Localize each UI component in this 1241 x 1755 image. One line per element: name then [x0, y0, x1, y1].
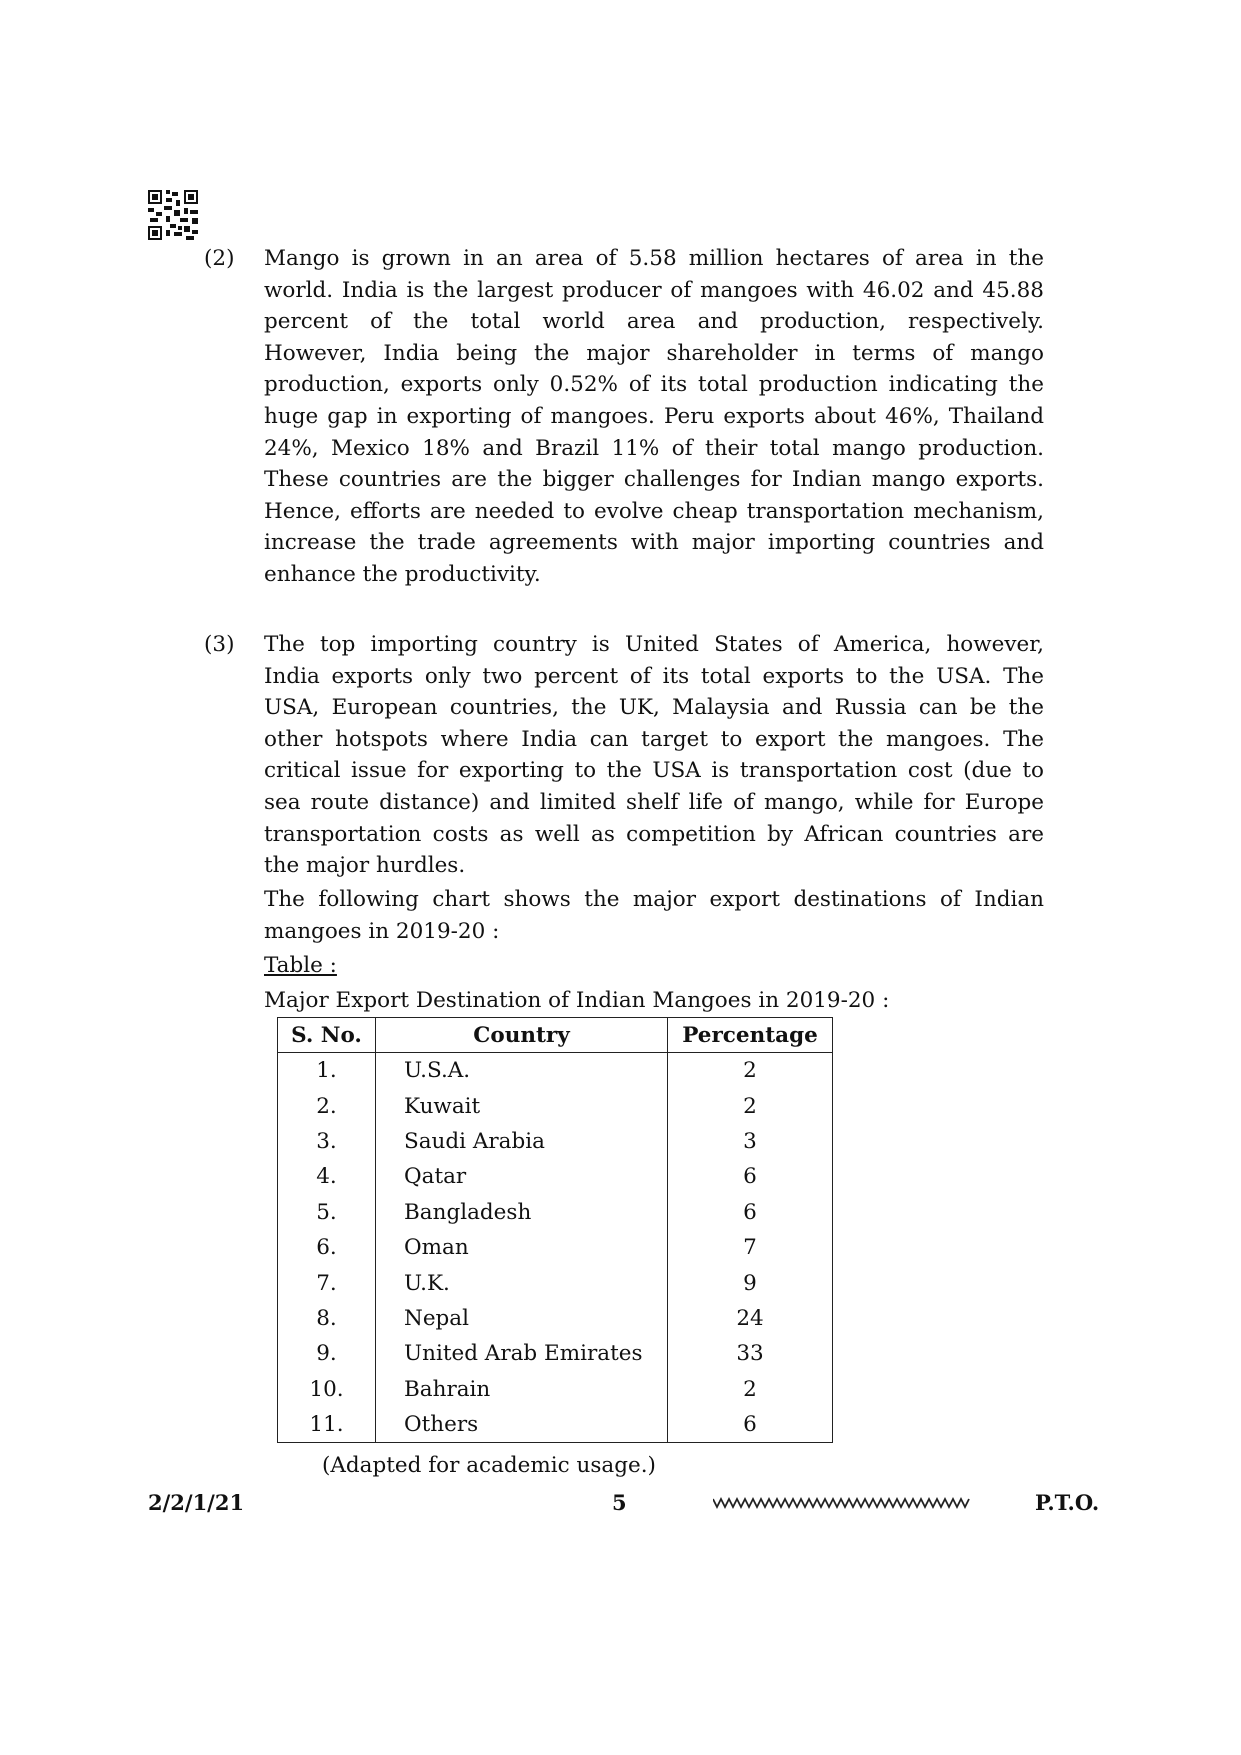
paragraph-3-line: The top importing country is United States of America, however,: [264, 632, 1044, 657]
cell-percentage: 24: [668, 1301, 833, 1336]
cell-country: Nepal: [376, 1301, 668, 1336]
table-row: [278, 1301, 833, 1336]
cell-country: Others: [376, 1407, 668, 1443]
table-row: [278, 1336, 833, 1371]
cell-percentage: 3: [668, 1124, 833, 1159]
cell-sno: 8.: [278, 1301, 376, 1336]
cell-country: Oman: [376, 1230, 668, 1265]
cell-sno: 11.: [278, 1407, 376, 1443]
qr-code-icon: [148, 190, 198, 240]
cell-percentage: 6: [668, 1407, 833, 1443]
paragraph-2-line: These countries are the bigger challenges for Indian mango exports.: [264, 467, 1044, 493]
table-row: [278, 1230, 833, 1265]
cell-country: Kuwait: [376, 1088, 668, 1123]
cell-percentage: 2: [668, 1053, 833, 1089]
cell-sno: 6.: [278, 1230, 376, 1265]
cell-country: U.K.: [376, 1265, 668, 1300]
paragraph-2-line: production, exports only 0.52% of its total production indicating the: [264, 372, 1044, 398]
table-row: [278, 1088, 833, 1123]
chart-intro-line: mangoes in 2019-20 :: [264, 918, 500, 944]
cell-country: Bahrain: [376, 1372, 668, 1407]
cell-country: U.S.A.: [376, 1053, 668, 1089]
header-sno: S. No.: [278, 1018, 376, 1053]
paragraph-2-number: (2): [204, 246, 235, 271]
paragraph-2-line: However, India being the major shareholder in terms of mango: [264, 340, 1044, 366]
paragraph-2-line: Mango is grown in an area of 5.58 million hectares of area in the: [264, 246, 1044, 271]
cell-sno: 3.: [278, 1124, 376, 1159]
paper-code: 2/2/1/21: [148, 1490, 245, 1515]
paragraph-3-line: other hotspots where India can target to export the mangoes. The: [264, 726, 1044, 752]
paragraph-2-line: percent of the total world area and production, respectively.: [264, 309, 1044, 335]
paragraph-2-body: [264, 243, 1044, 591]
export-destination-table: [277, 1017, 833, 1443]
cell-sno: 5.: [278, 1195, 376, 1230]
paragraph-2-line: enhance the productivity.: [264, 561, 541, 587]
paragraph-2-line: huge gap in exporting of mangoes. Peru exports about 46%, Thailand: [264, 403, 1044, 429]
paragraph-3-line: India exports only two percent of its total exports to the USA. The: [264, 663, 1044, 689]
cell-percentage: 2: [668, 1372, 833, 1407]
paragraph-3-line: critical issue for exporting to the USA is transportation cost (due to: [264, 758, 1044, 784]
cell-sno: 2.: [278, 1088, 376, 1123]
paragraph-3-line: USA, European countries, the UK, Malaysia and Russia can be the: [264, 695, 1044, 721]
cell-sno: 9.: [278, 1336, 376, 1371]
paragraph-2-line: 24%, Mexico 18% and Brazil 11% of their total mango production.: [264, 435, 1044, 461]
table-row: [278, 1265, 833, 1300]
table-label: Table :: [264, 953, 337, 978]
cell-country: Saudi Arabia: [376, 1124, 668, 1159]
header-percentage: Percentage: [668, 1018, 833, 1053]
table-header-row: [278, 1018, 833, 1053]
paragraph-2-line: world. India is the largest producer of mangoes with 46.02 and 45.88: [264, 277, 1044, 303]
wavy-line-decoration: [713, 1496, 971, 1510]
page-number: 5: [612, 1490, 627, 1515]
cell-country: United Arab Emirates: [376, 1336, 668, 1371]
paragraph-3-line: transportation costs as well as competition by African countries are: [264, 821, 1044, 847]
paragraph-3-line: the major hurdles.: [264, 853, 466, 879]
chart-intro: [264, 884, 1044, 947]
cell-country: Bangladesh: [376, 1195, 668, 1230]
paragraph-3-number: (3): [204, 632, 235, 657]
cell-sno: 10.: [278, 1372, 376, 1407]
paragraph-3-line: sea route distance) and limited shelf life of mango, while for Europe: [264, 789, 1044, 815]
table-row: [278, 1053, 833, 1089]
source-note: (Adapted for academic usage.): [322, 1453, 656, 1478]
please-turn-over: P.T.O.: [1035, 1490, 1100, 1515]
cell-percentage: 9: [668, 1265, 833, 1300]
table-row: [278, 1372, 833, 1407]
header-country: Country: [376, 1018, 668, 1053]
paragraph-3-body: [264, 629, 1044, 882]
table-row: [278, 1159, 833, 1194]
cell-percentage: 7: [668, 1230, 833, 1265]
table-row: [278, 1124, 833, 1159]
table-row: [278, 1407, 833, 1443]
cell-country: Qatar: [376, 1159, 668, 1194]
cell-percentage: 6: [668, 1159, 833, 1194]
cell-percentage: 6: [668, 1195, 833, 1230]
cell-sno: 7.: [278, 1265, 376, 1300]
cell-sno: 4.: [278, 1159, 376, 1194]
paragraph-2-line: increase the trade agreements with major importing countries and: [264, 530, 1044, 556]
cell-sno: 1.: [278, 1053, 376, 1089]
table-row: [278, 1195, 833, 1230]
chart-intro-line: The following chart shows the major export destinations of Indian: [264, 887, 1044, 912]
cell-percentage: 33: [668, 1336, 833, 1371]
table-caption: Major Export Destination of Indian Mangoes in 2019-20 :: [264, 988, 890, 1013]
paragraph-2-line: Hence, efforts are needed to evolve cheap transportation mechanism,: [264, 498, 1044, 524]
cell-percentage: 2: [668, 1088, 833, 1123]
